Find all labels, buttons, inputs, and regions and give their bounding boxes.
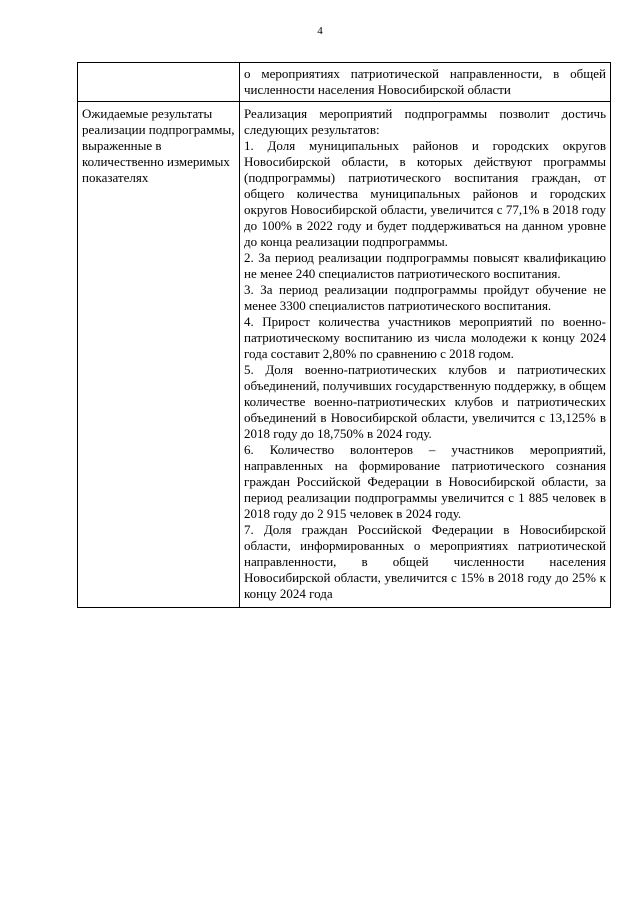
row1-label-cell — [78, 63, 240, 102]
row1-value-cell — [240, 63, 611, 102]
result-item-4: 4. Прирост количества участников мероприятий по военно-патриотическому воспитанию из числа молодежи к концу 2024 года составит 2,80% по сравнению с 2018 годом. — [244, 314, 606, 361]
row2-value-cell — [240, 102, 611, 608]
row1-value-text: о мероприятиях патриотической направленности, в общей численности населения Новосибирской области — [244, 66, 606, 97]
result-item-3: 3. За период реализации подпрограммы пройдут обучение не менее 3300 специалистов патриотического воспитания. — [244, 282, 606, 313]
table-row — [78, 63, 611, 102]
passport-table — [77, 62, 611, 608]
page-number: 4 — [317, 25, 323, 37]
result-item-6: 6. Количество волонтеров – участников мероприятий, направленных на формирование патриотического сознания граждан Российской Федерации в Новосибирской области, за период реализации подпрограммы увеличится с 1 885 человек в 2018 году до 2 915 человек в 2024 году. — [244, 442, 606, 521]
result-item-5: 5. Доля военно-патриотических клубов и патриотических объединений, получивших государственную поддержку, в общем количестве военно-патриотических клубов и патриотических объединений в Новосибирской области, увеличится с 13,125% в 2018 году до 18,750% в 2024 году. — [244, 362, 606, 441]
result-item-2: 2. За период реализации подпрограммы повысят квалификацию не менее 240 специалистов патриотического воспитания. — [244, 250, 606, 281]
table-row — [78, 102, 611, 608]
row2-label-cell: Ожидаемые результаты реализации подпрограммы, выраженные в количественно измеримых показателях — [78, 102, 240, 608]
result-item-7: 7. Доля граждан Российской Федерации в Новосибирской области, информированных о мероприятиях патриотической направленности, в общей численности населения Новосибирской области, увеличится с 15% в 2018 году до 25% к концу 2024 года — [244, 522, 606, 601]
result-item-1: 1. Доля муниципальных районов и городских округов Новосибирской области, в которых действуют программы (подпрограммы) патриотического воспитания граждан, от общего количества муниципальных районов и городских округов Новосибирской области, увеличится с 77,1% в 2018 году до 100% в 2022 году и будет поддерживаться на данном уровне до конца реализации подпрограммы. — [244, 138, 606, 249]
results-intro: Реализация мероприятий подпрограммы позволит достичь следующих результатов: — [244, 106, 606, 137]
